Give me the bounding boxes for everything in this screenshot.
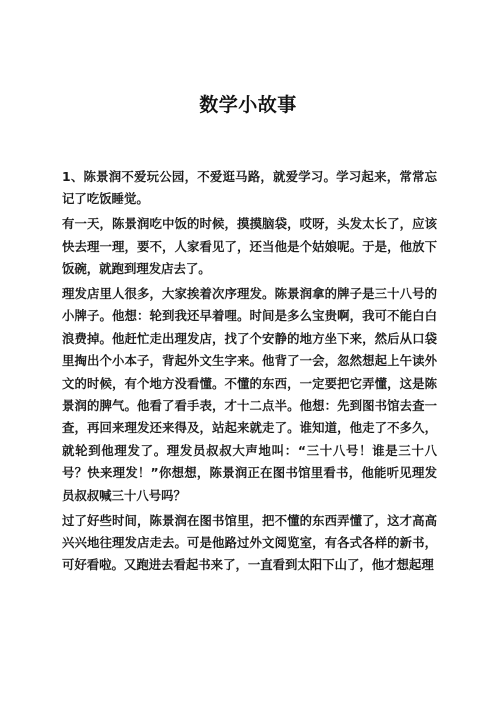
paragraph-1: 1、陈景润不爱玩公园，不爱逛马路，就爱学习。学习起来，常常忘记了吃饭睡觉。 xyxy=(62,169,437,207)
paragraph-3: 理发店里人很多，大家挨着次序理发。陈景润拿的牌子是三十八号的小牌子。他想：轮到我还早着哩。时间是多么宝贵啊，我可不能白白浪费掉。他赶忙走出理发店，找了个安静的地方坐下来，然后从口袋里掏出个小本子，背起外文生字来。他背了一会，忽然想起上午读外文的时候，有个地方没看懂。不懂的东西，一定要把它弄懂，这是陈景润的脾气。他看了看手表，才十二点半。他想：先到图书馆去查一查，再回来理发还来得及，站起来就走了。谁知道，他走了不多久，就轮到他理发了。理发员叔叔大声地叫：“三十八号！谁是三十八号？快来理发！”你想想，陈景润正在图书馆里看书，他能听见理发员叔叔喊三十八号吗？ xyxy=(62,286,437,503)
document-body xyxy=(62,166,437,579)
paragraph-4: 过了好些时间，陈景润在图书馆里，把不懂的东西弄懂了，这才高高兴兴地往理发店走去。可是他路过外文阅览室，有各式各样的新书，可好看啦。又跑进去看起书来了，一直看到太阳下山了，他才想起理 xyxy=(62,512,437,573)
document-title: 数学小故事 xyxy=(199,94,297,116)
paragraph-2: 有一天，陈景润吃中饭的时候，摸摸脑袋，哎呀，头发太长了，应该快去理一理，要不，人家看见了，还当他是个姑娘呢。于是，他放下饭碗，就跑到理发店去了。 xyxy=(62,216,437,277)
